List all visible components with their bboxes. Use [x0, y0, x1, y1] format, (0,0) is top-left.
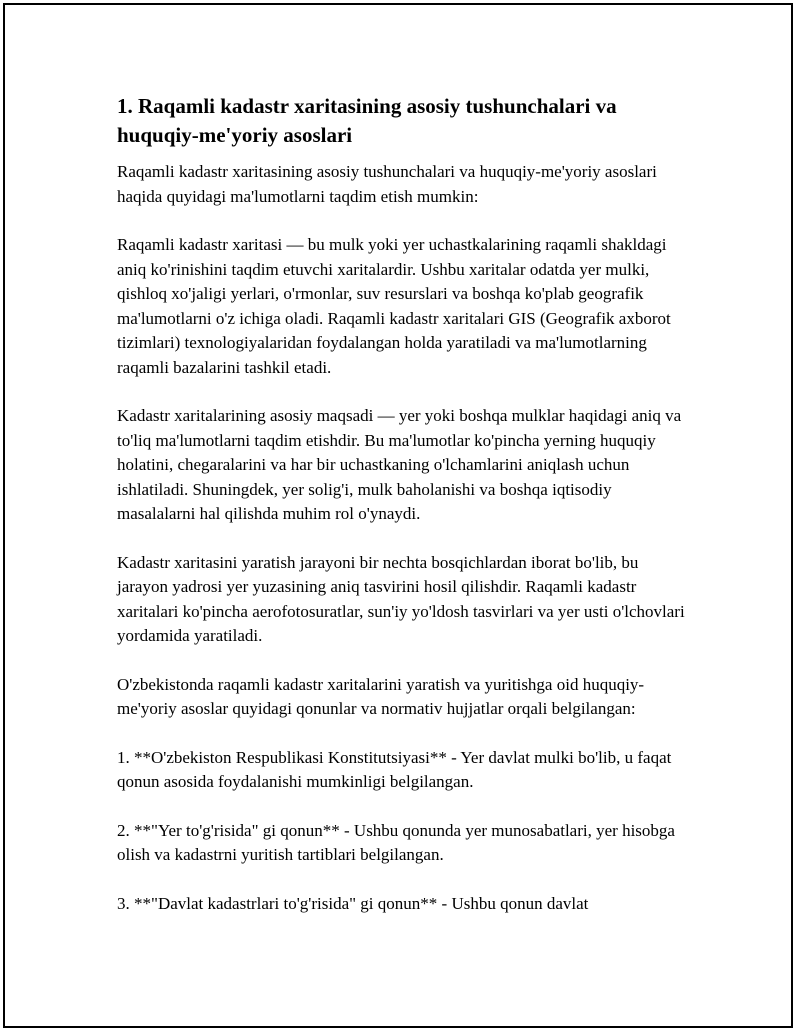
list-item-cadastre-law: 3. **"Davlat kadastrlari to'g'risida" gi qonun** - Ushbu qonun davlat [117, 893, 589, 913]
purpose-paragraph: Kadastr xaritalarining asosiy maqsadi — yer yoki boshqa mulklar haqidagi aniq va to'liq ma'lumotlarni taqdim etishdir. Bu ma'lumotlar ko'pincha yerning huquqiy holatini, chegaralarini va har bir uchastkaning o'lchamlarini aniqlash uchun ishlatiladi. Shuningdek, yer solig'i, mulk baholanishi va boshqa iqtisodiy masalalarni hal qilishda muhim rol o'ynaydi. [117, 406, 682, 523]
list-item-constitution: 1. **O'zbekiston Respublikasi Konstitutsiyasi** - Yer davlat mulki bo'lib, u faqat qonun asosida foydalanishi mumkinligi belgilangan. [117, 747, 672, 791]
intro-paragraph: Raqamli kadastr xaritasining asosiy tushunchalari va huquqiy-me'yoriy asoslari haqida quyidagi ma'lumotlarni taqdim etish mumkin: [117, 162, 657, 206]
section-heading: 1. Raqamli kadastr xaritasining asosiy tushunchalari va huquqiy-me'yoriy asoslari [117, 94, 617, 147]
definition-paragraph: Raqamli kadastr xaritasi — bu mulk yoki yer uchastkalarining raqamli shakldagi aniq ko'rinishini taqdim etuvchi xaritalardir. Ushbu xaritalar odatda yer mulki, qishloq xo'jaligi yerlari, o'rmonlar, suv resurslari va boshqa ko'plab geografik ma'lumotlarni o'z ichiga oladi. Raqamli kadastr xaritalari GIS (Geografik axborot tizimlari) texnologiyalaridan foydalangan holda yaratiladi va ma'lumotlarning raqamli bazalarini tashkil etadi. [117, 235, 671, 377]
process-paragraph: Kadastr xaritasini yaratish jarayoni bir nechta bosqichlardan iborat bo'lib, bu jarayon yadrosi yer yuzasining aniq tasvirini hosil qilishdir. Raqamli kadastr xaritalari ko'pincha aerofotosuratlar, sun'iy yo'ldosh tasvirlari va yer usti o'lchovlari yordamida yaratiladi. [117, 552, 685, 645]
legal-basis-paragraph: O'zbekistonda raqamli kadastr xaritalarini yaratish va yuritishga oid huquqiy-me'yoriy asoslar quyidagi qonunlar va normativ hujjatlar orqali belgilangan: [117, 674, 645, 718]
document-body [117, 92, 692, 940]
list-item-land-law: 2. **"Yer to'g'risida" gi qonun** - Ushbu qonunda yer munosabatlari, yer hisobga olish va kadastrni yuritish tartiblari belgilangan. [117, 820, 675, 864]
